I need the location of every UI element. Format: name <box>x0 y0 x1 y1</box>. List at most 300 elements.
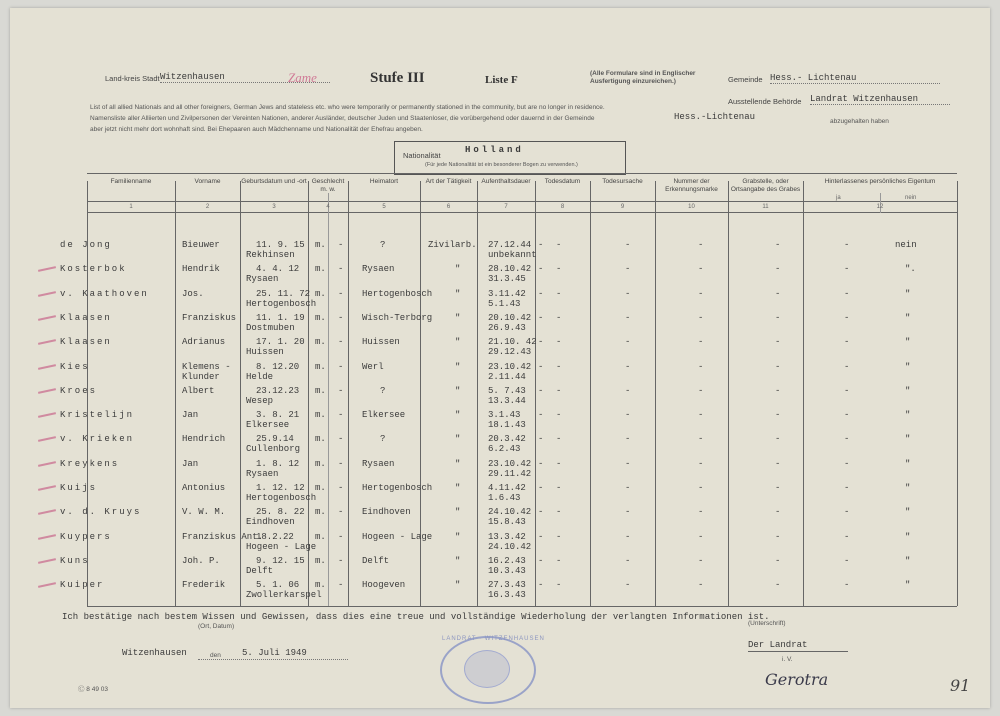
birth-date-cell: 23.12.23 <box>256 385 300 396</box>
stay-until-cell: 10.3.43 <box>488 565 526 576</box>
sex-cell: m. <box>315 361 326 372</box>
dash-cell: - <box>556 312 562 323</box>
stay-from-cell: 23.10.42 <box>488 361 532 372</box>
dash-cell: - <box>844 337 850 348</box>
surname-cell: Kreykens <box>60 458 120 469</box>
hometown-cell: ? <box>380 385 386 396</box>
surname-cell: Kroes <box>60 385 98 396</box>
surname-cell: Klaasen <box>60 337 112 348</box>
column-divider <box>175 181 176 606</box>
birth-place-cell: Huissen <box>246 347 284 358</box>
dash-cell: - <box>338 410 344 421</box>
column-header: Geschlecht m. w. <box>311 178 345 193</box>
stay-until-cell: 18.1.43 <box>488 420 526 431</box>
dash-cell: - <box>625 458 631 469</box>
birth-place-cell: Delft <box>246 565 274 576</box>
confirm-text: Ich bestätige nach bestem Wissen und Gewissen, dass dies eine treue und vollständige Wiederholung der verlangten Informationen ist. <box>62 612 770 622</box>
sex-cell: m. <box>315 434 326 445</box>
sex-cell: m. <box>315 288 326 299</box>
stay-until-cell: 26.9.43 <box>488 322 526 333</box>
dash-cell: - <box>625 240 631 250</box>
stay-until-cell: 15.8.43 <box>488 517 526 528</box>
table-bottom-line <box>87 606 957 607</box>
kreis-label: Land-kreis Stadt <box>105 74 160 83</box>
nationality-note: (Für jede Nationalität ist ein besonderer Bogen zu verwenden.) <box>425 162 578 168</box>
dash-cell: - <box>698 264 704 275</box>
first-name-cell: Antonius <box>182 483 226 493</box>
stay-until-cell: 5.1.43 <box>488 298 521 309</box>
hometown-cell: ? <box>380 240 386 250</box>
dash-cell: - <box>698 507 704 518</box>
birth-place-cell: Hertogenbosch <box>246 298 317 309</box>
first-name-cell: Klemens - Klunder <box>182 361 231 382</box>
column-number: 4 <box>326 204 330 210</box>
column-number: 1 <box>129 204 133 210</box>
dash-cell: - <box>844 385 850 396</box>
dash-cell: - <box>775 361 781 372</box>
stay-from-cell: 27.12.44 <box>488 240 532 250</box>
dash-cell: - <box>844 288 850 299</box>
dash-cell: - <box>538 385 544 396</box>
stay-from-cell: 20.10.42 <box>488 312 532 323</box>
sex-cell: m. <box>315 337 326 348</box>
dash-cell: - <box>844 361 850 372</box>
column-header: Vorname <box>194 178 221 185</box>
dash-cell: - <box>698 337 704 348</box>
birth-date-cell: 17. 1. 20 <box>256 337 305 348</box>
header-line-note: aber jetzt nicht mehr dort wohnhaft sind. Bei Ehepaaren auch Mädchenname und Nationalität der Ehefrau angeben. <box>90 126 423 133</box>
dash-cell: - <box>538 580 544 591</box>
behoerde-value: Landrat Witzenhausen <box>810 94 950 105</box>
header-line-gemeinde: Hess.-Lichtenau <box>674 112 756 122</box>
birth-date-cell: 4. 4. 12 <box>256 264 300 275</box>
dash-cell: - <box>538 288 544 299</box>
hometown-cell: ? <box>380 434 386 445</box>
footer-date: 5. Juli 1949 <box>242 648 307 658</box>
birth-date-cell: 1. 8. 12 <box>256 458 300 469</box>
kreis-value: Witzenhausen <box>160 72 330 83</box>
dash-cell: - <box>775 507 781 518</box>
property-cell: " <box>905 337 911 348</box>
dash-cell: - <box>556 410 562 421</box>
property-cell: " <box>905 507 911 518</box>
behoerde-label: Ausstellende Behörde <box>728 97 802 106</box>
column-divider <box>535 181 536 606</box>
dash-cell: - <box>775 483 781 493</box>
surname-cell: Kosterbok <box>60 264 127 275</box>
dash-cell: - <box>775 288 781 299</box>
birth-place-cell: Hogeen - Lage <box>246 541 317 552</box>
birth-date-cell: 5. 1. 06 <box>256 580 300 591</box>
column-divider <box>655 181 656 606</box>
property-cell: " <box>905 361 911 372</box>
column-number: 8 <box>560 204 565 210</box>
sex-cell: m. <box>315 410 326 421</box>
dash-cell: - <box>338 240 344 250</box>
dash-cell: - <box>698 240 704 250</box>
birth-place-cell: Wesep <box>246 395 274 406</box>
dash-cell: - <box>625 337 631 348</box>
activity-cell: " <box>455 507 461 518</box>
dash-cell: - <box>556 288 562 299</box>
column-divider <box>420 181 421 606</box>
hometown-cell: Rysaen <box>362 264 395 275</box>
pink-tick-mark <box>38 315 56 321</box>
unterschrift-label: (Unterschrift) <box>748 620 786 627</box>
column-header: Geburtsdatum und -ort <box>241 178 307 185</box>
birth-place-cell: Rysaen <box>246 468 279 479</box>
dash-cell: - <box>538 410 544 421</box>
dash-cell: - <box>538 555 544 566</box>
sex-cell: m. <box>315 240 326 250</box>
dash-cell: - <box>556 531 562 542</box>
property-cell: " <box>905 531 911 542</box>
dash-cell: - <box>538 483 544 493</box>
first-name-cell: Franziskus Ant. <box>182 531 264 542</box>
eigentum-sub-nein: nein <box>905 195 917 201</box>
ort-datum-label: (Ort, Datum) <box>198 623 235 630</box>
header-line-german: Namensliste aller Alliierten und Zivilpersonen der Vereinten Nationen, anderer Ausländer, deutscher Juden und Staatenloser, die vorübergehend oder dauernd in der Gemeinde <box>90 115 595 122</box>
birth-place-cell: Elkersee <box>246 420 290 431</box>
stay-from-cell: 28.10.42 <box>488 264 532 275</box>
pink-tick-mark <box>38 388 56 394</box>
dash-cell: - <box>625 507 631 518</box>
dash-cell: - <box>625 361 631 372</box>
column-number: 10 <box>688 204 695 210</box>
property-cell: " <box>905 555 911 566</box>
dash-cell: - <box>625 410 631 421</box>
column-number: 12 <box>876 204 884 210</box>
dash-cell: - <box>775 410 781 421</box>
activity-cell: " <box>455 580 461 591</box>
signer-line <box>748 651 848 652</box>
dash-cell: - <box>556 580 562 591</box>
dash-cell: - <box>775 337 781 348</box>
dash-cell: - <box>844 434 850 445</box>
column-number: 11 <box>762 204 769 210</box>
dash-cell: - <box>775 385 781 396</box>
surname-cell: Kuns <box>60 555 90 566</box>
birth-place-cell: Rysaen <box>246 274 279 285</box>
activity-cell: " <box>455 458 461 469</box>
dash-cell: - <box>775 458 781 469</box>
dash-cell: - <box>698 531 704 542</box>
dash-cell: - <box>338 555 344 566</box>
activity-cell: " <box>455 483 461 493</box>
dash-cell: - <box>338 580 344 591</box>
property-cell: " <box>905 483 911 493</box>
dash-cell: - <box>538 240 544 250</box>
pink-tick-mark <box>38 509 56 515</box>
stay-from-cell: 3.11.42 <box>488 288 526 299</box>
dash-cell: - <box>698 580 704 591</box>
sex-subcolumn-divider <box>328 193 329 606</box>
nationality-label: Nationalität <box>403 151 441 160</box>
dash-cell: - <box>625 580 631 591</box>
dash-cell: - <box>556 337 562 348</box>
stamp-text: LANDRAT · WITZENHAUSEN <box>442 636 545 642</box>
column-header: Grabstelle, oder Ortsangabe des Grabes <box>730 178 801 193</box>
dash-cell: - <box>538 434 544 445</box>
page-number: 91 <box>950 676 971 695</box>
dash-cell: - <box>698 483 704 493</box>
first-name-cell: Jan <box>182 458 199 469</box>
dash-cell: - <box>775 434 781 445</box>
pink-tick-mark <box>38 437 56 443</box>
dash-cell: - <box>538 531 544 542</box>
stay-until-cell: 1.6.43 <box>488 493 521 503</box>
column-header: Todesdatum <box>544 178 581 185</box>
dash-cell: - <box>556 458 562 469</box>
dash-cell: - <box>556 264 562 275</box>
stay-until-cell: 24.10.42 <box>488 541 532 552</box>
birth-place-cell: Cullenborg <box>246 444 301 455</box>
dash-cell: - <box>338 264 344 275</box>
first-name-cell: Adrianus <box>182 337 226 348</box>
property-cell: " <box>905 385 911 396</box>
dash-cell: - <box>556 385 562 396</box>
column-number: 7 <box>504 204 508 210</box>
dash-cell: - <box>775 531 781 542</box>
first-name-cell: Bieuwer <box>182 240 220 250</box>
page-title: Stufe III <box>370 70 425 86</box>
column-header: Aufenthaltsdauer <box>481 178 531 185</box>
dash-cell: - <box>844 531 850 542</box>
dash-cell: - <box>338 385 344 396</box>
activity-cell: " <box>455 385 461 396</box>
dash-cell: - <box>625 483 631 493</box>
dash-cell: - <box>556 240 562 250</box>
column-number: 2 <box>205 204 210 210</box>
column-divider <box>590 181 591 606</box>
dash-cell: - <box>625 531 631 542</box>
dash-cell: - <box>698 312 704 323</box>
handwritten-signature: Gerotra <box>765 670 829 689</box>
liste-label: Liste F <box>485 74 518 86</box>
property-cell: " <box>905 410 911 421</box>
activity-cell: " <box>455 264 461 275</box>
property-cell: ". <box>905 264 916 275</box>
surname-cell: Kuiper <box>60 580 105 591</box>
pink-tick-mark <box>38 364 56 370</box>
column-number: 6 <box>446 204 451 210</box>
hometown-cell: Hertogenbosch <box>362 288 433 299</box>
dash-cell: - <box>338 361 344 372</box>
birth-date-cell: 11. 9. 15 <box>256 240 305 250</box>
sex-cell: m. <box>315 483 326 493</box>
dash-cell: - <box>556 555 562 566</box>
table-header-line <box>87 201 957 202</box>
dash-cell: - <box>844 410 850 421</box>
activity-cell: " <box>455 312 461 323</box>
birth-date-cell: 3. 8. 21 <box>256 410 300 421</box>
dash-cell: - <box>625 385 631 396</box>
birth-date-cell: 25. 8. 22 <box>256 507 305 518</box>
dash-cell: - <box>698 361 704 372</box>
first-name-cell: Jan <box>182 410 199 421</box>
activity-cell: " <box>455 288 461 299</box>
hometown-cell: Eindhoven <box>362 507 411 518</box>
surname-cell: Klaasen <box>60 312 112 323</box>
first-name-cell: Jos. <box>182 288 204 299</box>
dash-cell: - <box>775 580 781 591</box>
stay-until-cell: 6.2.43 <box>488 444 521 455</box>
surname-cell: Kuijs <box>60 483 98 493</box>
dash-cell: - <box>625 288 631 299</box>
stay-from-cell: 16.2.43 <box>488 555 526 566</box>
property-cell: " <box>905 434 911 445</box>
stay-from-cell: 21.10. 42 <box>488 337 537 348</box>
property-cell: " <box>905 580 911 591</box>
table-numbers-line <box>87 212 957 213</box>
stay-from-cell: 13.3.42 <box>488 531 526 542</box>
dash-cell: - <box>844 264 850 275</box>
activity-cell: Zivilarb. <box>428 240 477 250</box>
dash-cell: - <box>538 312 544 323</box>
dash-cell: - <box>538 507 544 518</box>
stay-until-cell: 29.11.42 <box>488 468 532 479</box>
hometown-cell: Werl <box>362 361 384 372</box>
activity-cell: " <box>455 337 461 348</box>
sex-cell: m. <box>315 507 326 518</box>
form-note: (Alle Formulare sind in Englischer Ausfertigung einzureichen.) <box>590 70 696 85</box>
first-name-cell: Franziskus <box>182 312 237 323</box>
dash-cell: - <box>844 483 850 493</box>
stay-until-cell: 29.12.43 <box>488 347 532 358</box>
sex-cell: m. <box>315 264 326 275</box>
pink-tick-mark <box>38 412 56 418</box>
signer-title: Der Landrat <box>748 640 808 650</box>
birth-date-cell: 18.2.22 <box>256 531 294 542</box>
dash-cell: - <box>844 312 850 323</box>
dash-cell: - <box>556 361 562 372</box>
column-header: Hinterlassenes persönliches Eigentum <box>824 178 936 185</box>
activity-cell: " <box>455 361 461 372</box>
dash-cell: - <box>844 555 850 566</box>
birth-place-cell: Hertogenbosch <box>246 493 317 503</box>
printer-mark: Ⓒ 8 49 03 <box>78 686 108 693</box>
stay-from-cell: 20.3.42 <box>488 434 526 445</box>
first-name-cell: Hendrich <box>182 434 226 445</box>
dash-cell: - <box>775 555 781 566</box>
dash-cell: - <box>775 312 781 323</box>
stay-until-cell: 2.11.44 <box>488 371 526 382</box>
column-number: 9 <box>620 204 625 210</box>
surname-cell: v. Kaathoven <box>60 288 149 299</box>
surname-cell: Kuypers <box>60 531 112 542</box>
hometown-cell: Hogeen - Lage <box>362 531 433 542</box>
property-cell: " <box>905 458 911 469</box>
stay-from-cell: 23.10.42 <box>488 458 532 469</box>
column-header: Heimatort <box>369 178 399 185</box>
property-cell: " <box>905 312 911 323</box>
dash-cell: - <box>775 240 781 250</box>
dash-cell: - <box>625 264 631 275</box>
birth-place-cell: Eindhoven <box>246 517 295 528</box>
stay-from-cell: 27.3.43 <box>488 580 526 591</box>
stay-from-cell: 4.11.42 <box>488 483 526 493</box>
dash-cell: - <box>338 531 344 542</box>
dash-cell: - <box>844 240 850 250</box>
dash-cell: - <box>338 434 344 445</box>
pink-tick-mark <box>38 485 56 491</box>
column-header: Art der Tätigkeit <box>425 178 472 185</box>
dash-cell: - <box>698 288 704 299</box>
hometown-cell: Rysaen <box>362 458 395 469</box>
sex-cell: m. <box>315 531 326 542</box>
dash-cell: - <box>338 483 344 493</box>
footer-date-line <box>198 659 348 660</box>
birth-date-cell: 11. 1. 19 <box>256 312 305 323</box>
hometown-cell: Huissen <box>362 337 400 348</box>
dash-cell: - <box>698 385 704 396</box>
surname-cell: de Jong <box>60 240 112 250</box>
surname-cell: Kristelijn <box>60 410 135 421</box>
activity-cell: " <box>455 434 461 445</box>
first-name-cell: V. W. M. <box>182 507 226 518</box>
stay-from-cell: 3.1.43 <box>488 410 521 421</box>
dash-cell: - <box>338 288 344 299</box>
sex-cell: m. <box>315 458 326 469</box>
hometown-cell: Hoogeven <box>362 580 406 591</box>
column-number: 5 <box>382 204 386 210</box>
column-header: Todesursache <box>602 178 643 185</box>
column-divider <box>477 181 478 606</box>
stay-from-cell: 5. 7.43 <box>488 385 526 396</box>
dash-cell: - <box>556 483 562 493</box>
activity-cell: " <box>455 410 461 421</box>
dash-cell: - <box>698 434 704 445</box>
column-header: Familienname <box>110 178 152 185</box>
gemeinde-label: Gemeinde <box>728 75 763 84</box>
abgehalten-text: abzugehalten haben <box>830 118 889 125</box>
birth-date-cell: 8. 12.20 <box>256 361 300 372</box>
pink-tick-mark <box>38 339 56 345</box>
hometown-cell: Elkersee <box>362 410 406 421</box>
birth-date-cell: 1. 12. 12 <box>256 483 305 493</box>
dash-cell: - <box>844 580 850 591</box>
stay-until-cell: 13.3.44 <box>488 395 526 406</box>
document-sheet <box>10 8 990 708</box>
hometown-cell: Wisch-Terborg <box>362 312 433 323</box>
column-header: Nummer der Erkennungsmarke <box>665 178 718 193</box>
dash-cell: - <box>844 458 850 469</box>
table-top-line <box>87 173 957 174</box>
eigentum-sub-ja: ja <box>836 195 841 201</box>
footer-den: den <box>210 652 221 659</box>
eigentum-subcolumn-divider <box>880 193 881 213</box>
activity-cell: " <box>455 555 461 566</box>
stay-until-cell: unbekannt <box>488 250 537 260</box>
surname-cell: v. Krieken <box>60 434 135 445</box>
column-divider <box>348 181 349 606</box>
footer-ort: Witzenhausen <box>122 648 187 658</box>
property-cell: " <box>905 288 911 299</box>
dash-cell: - <box>338 458 344 469</box>
column-divider <box>240 181 241 606</box>
hometown-cell: Hertogenbosch <box>362 483 433 493</box>
sex-cell: m. <box>315 385 326 396</box>
pink-tick-mark <box>38 291 56 297</box>
first-name-cell: Frederik <box>182 580 226 591</box>
pink-tick-mark <box>38 266 56 272</box>
birth-date-cell: 25.9.14 <box>256 434 294 445</box>
surname-cell: Kies <box>60 361 90 372</box>
stay-until-cell: 31.3.45 <box>488 274 526 285</box>
pink-tick-mark <box>38 534 56 540</box>
dash-cell: - <box>538 458 544 469</box>
stamp-emblem <box>464 650 510 688</box>
